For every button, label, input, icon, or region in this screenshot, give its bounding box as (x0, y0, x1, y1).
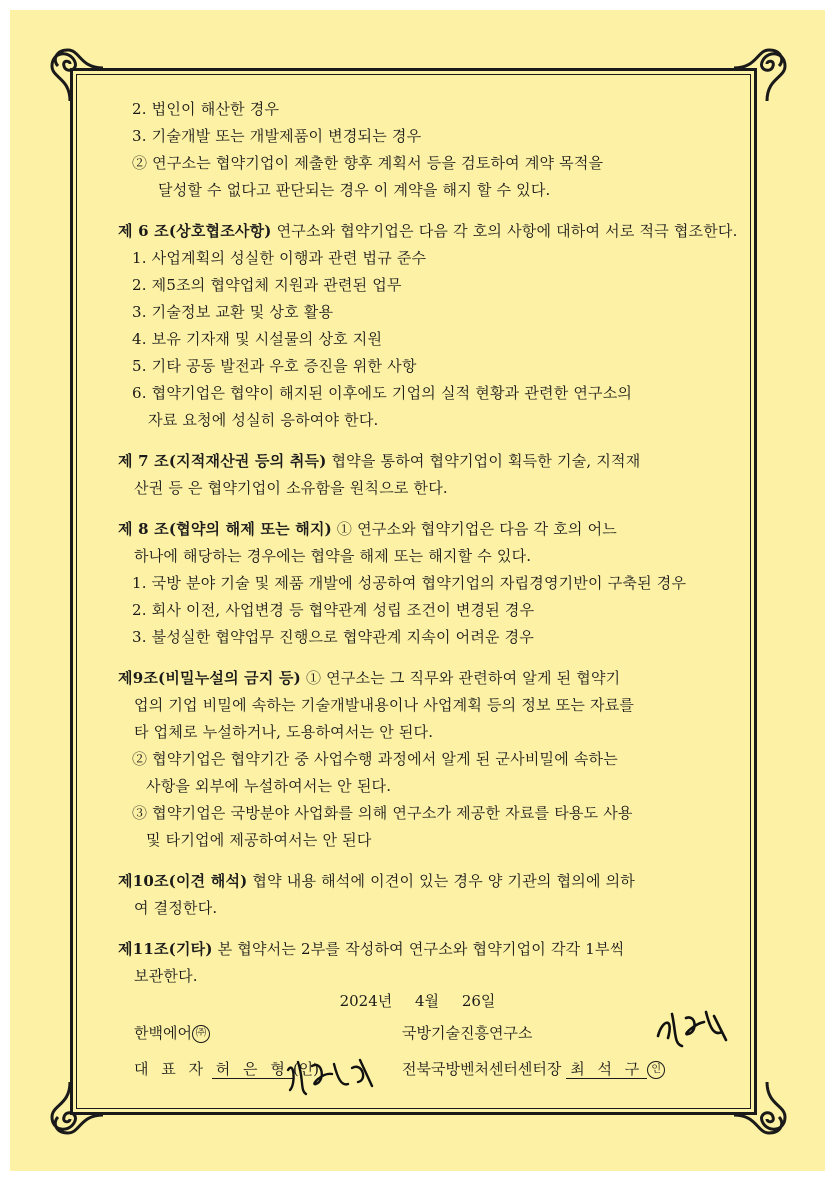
article-6 (118, 218, 738, 245)
list-item: 5. 기타 공동 발전과 우호 증진을 위한 사항 (132, 357, 417, 375)
list-item: 2. 회사 이전, 사업변경 등 협약관계 성립 조건이 변경된 경우 (132, 601, 535, 619)
article-heading: 제 8 조(협약의 해제 또는 해지) (118, 520, 332, 538)
corner-ornament-icon (727, 1075, 797, 1145)
paragraph: ② 협약기업은 협약기간 중 사업수행 과정에서 알게 된 군사비밀에 속하는 (132, 750, 618, 768)
corner-ornament-icon (40, 1075, 110, 1145)
list-item: 1. 국방 분야 기술 및 제품 개발에 성공하여 협약기업의 자립경영기반이 구축된 경우 (132, 574, 687, 592)
article-heading: 제 6 조(상호협조사항) (118, 222, 272, 240)
list-item: 2. 법인이 해산한 경우 (132, 100, 280, 118)
article-text: ① 연구소는 그 직무와 관련하여 알게 된 협약기 (300, 669, 621, 687)
document-body (118, 96, 738, 990)
article-continuation: 산권 등 은 협약기업이 소유함을 원칙으로 한다. (134, 479, 448, 497)
article-10 (118, 868, 720, 895)
list-item: 4. 보유 기자재 및 시설물의 상호 지원 (132, 330, 383, 348)
article-heading: 제 7 조(지적재산권 등의 취득) (118, 452, 327, 470)
list-item: 3. 불성실한 협약업무 진행으로 협약관계 지속이 어려운 경우 (132, 628, 535, 646)
seal-mark: (인) (292, 1060, 320, 1078)
list-item: 3. 기술정보 교환 및 상호 활용 (132, 303, 334, 321)
article-continuation: 타 업체로 누설하거나, 도용하여서는 안 된다. (134, 723, 434, 741)
signatory-name: 최 석 구 (566, 1060, 647, 1079)
article-text: 연구소와 협약기업은 다음 각 호의 사항에 대하여 서로 적극 협조한다. (271, 222, 738, 240)
seal-mark: 인 (647, 1061, 665, 1079)
article-heading: 제11조(기타) (118, 940, 213, 958)
right-party-signatory (402, 1058, 665, 1079)
article-continuation: 업의 기업 비밀에 속하는 기술개발내용이나 사업계획 등의 정보 또는 자료를 (134, 696, 635, 714)
handwritten-signature-left-icon (282, 1050, 382, 1102)
article-continuation: 여 결정한다. (134, 899, 218, 917)
signatory-role: 전북국방벤처센터센터장 (402, 1060, 562, 1078)
article-text: 협약을 통하여 협약기업이 획득한 기술, 지적재 (326, 452, 641, 470)
article-7 (118, 448, 720, 475)
left-party-company (134, 1022, 210, 1043)
paragraph: ② 연구소는 협약기업이 제출한 향후 계획서 등을 검토하여 계약 목적을 (132, 154, 604, 172)
list-item: 6. 협약기업은 협약이 해지된 이후에도 기업의 실적 현황과 관련한 연구소의 (132, 384, 633, 402)
corner-ornament-icon (40, 38, 110, 108)
paragraph-continuation: 달성할 수 없다고 판단되는 경우 이 계약을 해지 할 수 있다. (158, 181, 551, 199)
list-item: 3. 기술개발 또는 개발제품이 변경되는 경우 (132, 127, 422, 145)
paragraph-continuation: 사항을 외부에 누설하여서는 안 된다. (146, 777, 392, 795)
company-mark: ㈜ (192, 1025, 210, 1043)
signatory-role: 대 표 자 (134, 1060, 208, 1078)
article-text: 본 협약서는 2부를 작성하여 연구소와 협약기업이 각각 1부씩 (212, 940, 625, 958)
company-name: 한백에어 (134, 1024, 192, 1042)
article-heading: 제10조(이견 해석) (118, 872, 248, 890)
paragraph: ③ 협약기업은 국방분야 사업화를 의해 연구소가 제공한 자료를 타용도 사용 (132, 804, 633, 822)
list-item-continuation: 자료 요청에 성실히 응하여야 한다. (148, 411, 379, 429)
date-year: 2024년 (339, 992, 393, 1010)
handwritten-signature-right-icon (652, 1006, 732, 1054)
paragraph-continuation: 및 타기업에 제공하여서는 안 된다 (146, 831, 372, 849)
article-continuation: 보관한다. (134, 967, 198, 985)
article-text: ① 연구소와 협약기업은 다음 각 호의 어느 (331, 520, 617, 538)
signatory-name: 허 은 형 (212, 1060, 293, 1079)
date-day: 26일 (461, 992, 496, 1010)
right-party-org: 국방기술진흥연구소 (402, 1024, 533, 1042)
list-item: 2. 제5조의 협약업체 지원과 관련된 업무 (132, 276, 402, 294)
article-continuation: 하나에 해당하는 경우에는 협약을 해제 또는 해지할 수 있다. (134, 547, 532, 565)
corner-ornament-icon (727, 38, 797, 108)
date-month: 4월 (415, 992, 440, 1010)
article-11 (118, 936, 720, 963)
article-text: 협약 내용 해석에 이견이 있는 경우 양 기관의 협의에 의하 (247, 872, 635, 890)
list-item: 1. 사업계획의 성실한 이행과 관련 법규 준수 (132, 249, 427, 267)
article-9 (118, 665, 720, 692)
article-8 (118, 516, 720, 543)
article-heading: 제9조(비밀누설의 금지 등) (118, 669, 301, 687)
